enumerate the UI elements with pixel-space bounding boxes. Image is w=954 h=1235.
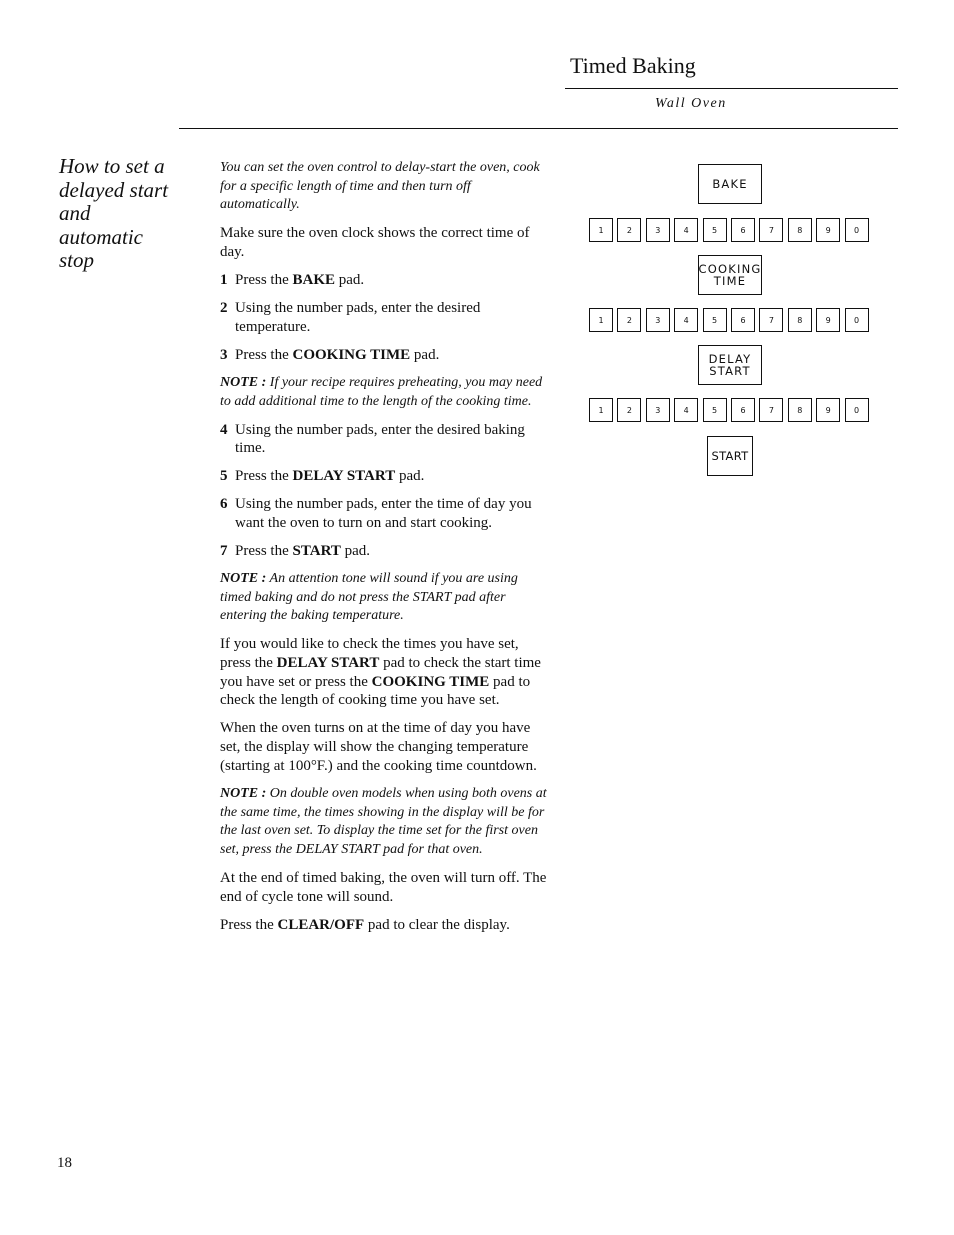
number-pad-4[interactable]: 4	[674, 398, 698, 422]
number-pad-9[interactable]: 9	[816, 218, 840, 242]
note-double-oven: NOTE : On double oven models when using both ovens at the same time, the times showing in the display will be for the last oven set. To display the time set for the first oven set, press the DELAY START pad for that oven.	[220, 785, 547, 857]
step-text: Using the number pads, enter the desired temperature.	[235, 300, 481, 335]
step-number: 6	[220, 496, 228, 513]
number-pad-3[interactable]: 3	[646, 398, 670, 422]
note-preheating: NOTE : If your recipe requires preheating, you may need to add additional time to the length of the cooking time.	[220, 374, 543, 409]
number-pad-1[interactable]: 1	[589, 218, 613, 242]
number-pad-9[interactable]: 9	[816, 308, 840, 332]
step-number: 3	[220, 346, 228, 363]
note-attention-tone: NOTE : An attention tone will sound if you are using timed baking and do not press the START pad after entering the baking temperature.	[220, 570, 518, 624]
number-pad-2[interactable]: 2	[617, 218, 641, 242]
number-pad-8[interactable]: 8	[788, 398, 812, 422]
number-pad-5[interactable]: 5	[703, 218, 727, 242]
step-5	[220, 467, 550, 486]
step-number: 1	[220, 272, 228, 289]
page-subtitle: Wall Oven	[655, 96, 727, 111]
number-pad-row-1	[589, 218, 871, 242]
clear-paragraph: Press the CLEAR/OFF pad to clear the display.	[220, 916, 510, 933]
step-text: Press the COOKING TIME pad.	[235, 346, 440, 363]
number-pad-0[interactable]: 0	[845, 218, 869, 242]
number-pad-3[interactable]: 3	[646, 308, 670, 332]
step-3	[220, 346, 550, 365]
number-pad-6[interactable]: 6	[731, 218, 755, 242]
intro-paragraph: You can set the oven control to delay-start the oven, cook for a specific length of time and then turn off automatically.	[220, 160, 540, 213]
step-number: 5	[220, 468, 228, 485]
number-pad-2[interactable]: 2	[617, 398, 641, 422]
header-rule-short	[565, 88, 898, 89]
step-4	[220, 421, 550, 458]
number-pad-6[interactable]: 6	[731, 308, 755, 332]
number-pad-1[interactable]: 1	[589, 308, 613, 332]
step-text: Using the number pads, enter the desired baking time.	[235, 421, 525, 457]
number-pad-7[interactable]: 7	[759, 218, 783, 242]
number-pad-6[interactable]: 6	[731, 398, 755, 422]
page-title: Timed Baking	[570, 53, 696, 78]
number-pad-1[interactable]: 1	[589, 398, 613, 422]
cooking-time-pad[interactable]: COOKING TIME	[698, 255, 762, 295]
instructions-column	[220, 159, 550, 944]
number-pad-0[interactable]: 0	[845, 308, 869, 332]
number-pad-5[interactable]: 5	[703, 398, 727, 422]
number-pad-8[interactable]: 8	[788, 218, 812, 242]
step-number: 2	[220, 300, 228, 317]
number-pad-row-2	[589, 308, 871, 332]
step-2	[220, 299, 550, 336]
number-pad-4[interactable]: 4	[674, 308, 698, 332]
number-pad-5[interactable]: 5	[703, 308, 727, 332]
start-pad[interactable]: START	[707, 436, 753, 476]
end-of-baking-paragraph: At the end of timed baking, the oven will turn off. The end of cycle tone will sound.	[220, 869, 547, 905]
number-pad-7[interactable]: 7	[759, 398, 783, 422]
number-pad-2[interactable]: 2	[617, 308, 641, 332]
page-number: 18	[57, 1155, 72, 1171]
bake-pad[interactable]: BAKE	[698, 164, 762, 204]
clock-paragraph: Make sure the oven clock shows the correct time of day.	[220, 225, 530, 261]
check-times-paragraph: If you would like to check the times you have set, press the DELAY START pad to check the start time you have set or press the COOKING TIME pad to check the length of cooking time you have set.	[220, 636, 541, 709]
number-pad-0[interactable]: 0	[845, 398, 869, 422]
step-text: Press the BAKE pad.	[235, 272, 365, 289]
section-heading: How to set a delayed start and automatic stop	[59, 154, 169, 272]
step-number: 4	[220, 421, 228, 438]
step-7	[220, 542, 550, 561]
step-text: Press the DELAY START pad.	[235, 468, 425, 485]
number-pad-9[interactable]: 9	[816, 398, 840, 422]
number-pad-4[interactable]: 4	[674, 218, 698, 242]
number-pad-3[interactable]: 3	[646, 218, 670, 242]
step-text: Using the number pads, enter the time of day you want the oven to turn on and start cooking.	[235, 496, 532, 531]
step-number: 7	[220, 542, 228, 559]
step-1	[220, 271, 550, 290]
number-pad-8[interactable]: 8	[788, 308, 812, 332]
header-rule-long	[179, 128, 898, 129]
oven-turns-on-paragraph: When the oven turns on at the time of day you have set, the display will show the changing temperature (starting at 100°F.) and the cooking time countdown.	[220, 720, 537, 774]
number-pad-row-3	[589, 398, 871, 422]
delay-start-pad[interactable]: DELAY START	[698, 345, 762, 385]
step-text: Press the START pad.	[235, 542, 371, 559]
number-pad-7[interactable]: 7	[759, 308, 783, 332]
step-6	[220, 495, 550, 532]
